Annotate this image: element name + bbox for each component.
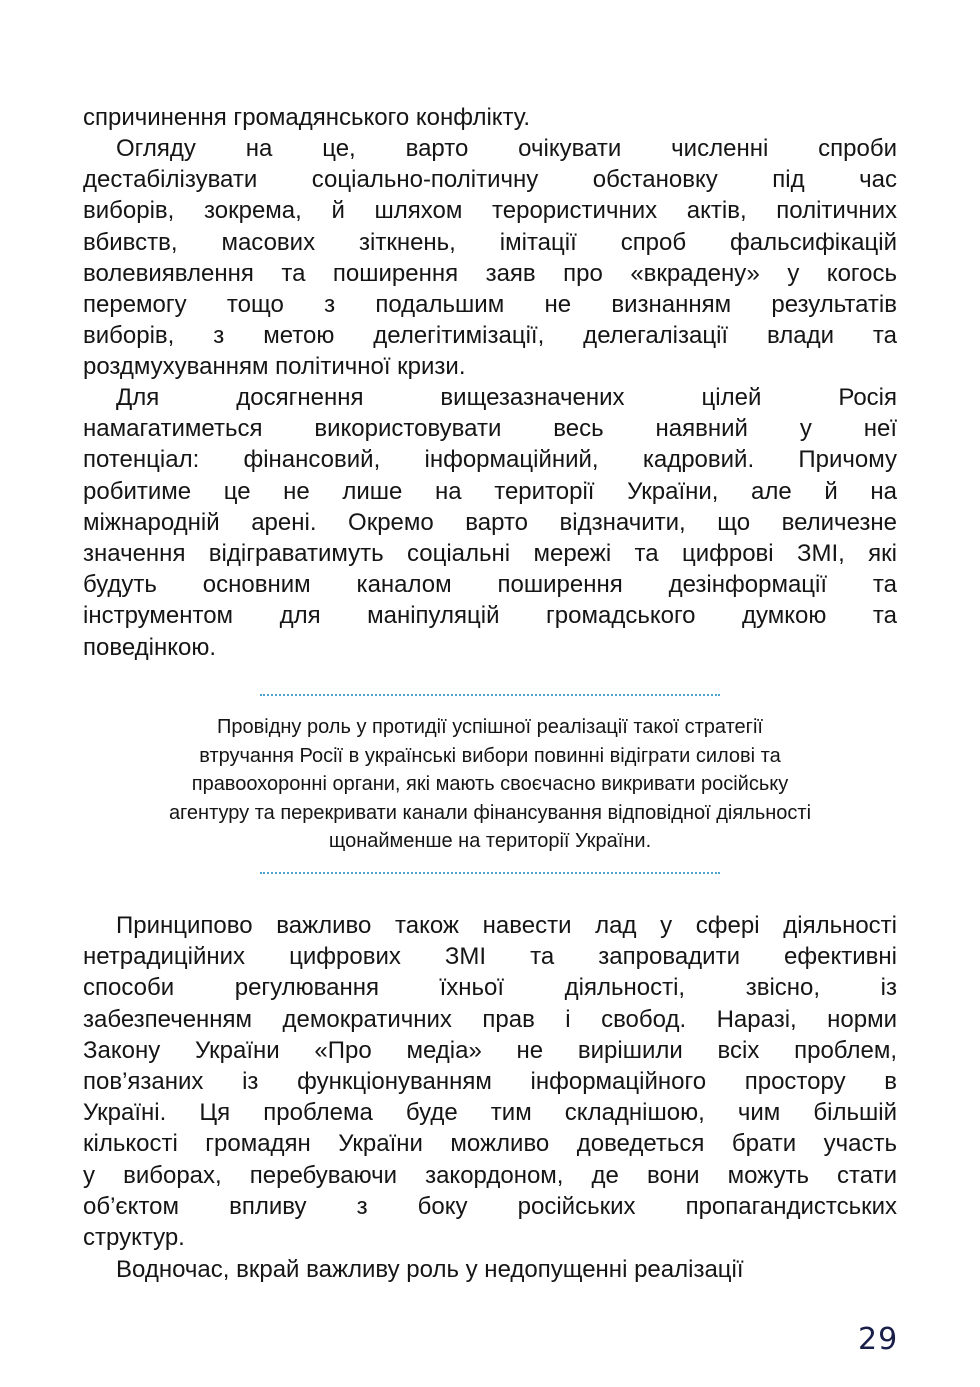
text-line: Огляду на це, варто очікувати численні спроби — [116, 135, 897, 162]
page-number: 29 — [858, 1322, 899, 1357]
text-line: забезпеченням демократичних прав і свобод. Наразі, норми — [83, 1005, 897, 1033]
text-line: поведінкою. — [83, 633, 217, 661]
text-line: будуть основним каналом поширення дезінформації та — [83, 571, 897, 599]
text-line: структур. — [83, 1223, 185, 1251]
text-line: Водночас, вкрай важливу роль у недопущенні реалізації — [116, 1256, 744, 1283]
quote-line: щонайменше на території України. — [328, 830, 652, 852]
text-line: Для досягнення вищезазначених цілей Росія — [116, 384, 897, 411]
quote-line: правоохоронні органи, які мають своєчасно викривати російську — [191, 773, 789, 795]
text-line: дестабілізувати соціально-політичну обстановку під час — [83, 166, 897, 194]
quote-line: Провідну роль у протидії успішної реалізації такої стратегії — [217, 716, 763, 738]
text-line: інструментом для маніпуляцій громадського думкою та — [83, 602, 897, 630]
paragraph-1 — [83, 102, 897, 133]
text-line: кількості громадян України можливо доведеться брати участь — [83, 1130, 897, 1158]
paragraph-4 — [83, 910, 897, 1253]
text-line: значення відіграватимуть соціальні мережі та цифрові ЗМІ, які — [83, 539, 897, 567]
text-line: у виборах, перебуваючи закордоном, де вони можуть стати — [83, 1161, 897, 1189]
quote-divider-bottom — [260, 872, 720, 874]
text-line: спричинення громадянського конфлікту. — [83, 104, 531, 131]
text-line: робитиме це не лише на території України, але й на — [83, 477, 897, 505]
text-line: перемогу тощо з подальшим не визнанням результатів — [83, 290, 897, 318]
text-line: виборів, з метою делегітимізації, делегалізації влади та — [83, 322, 897, 350]
text-line: намагатиметься використовувати весь наявний у неї — [83, 415, 897, 443]
paragraph-3 — [83, 382, 897, 663]
text-line: способи регулювання їхньої діяльності, звісно, із — [83, 974, 897, 1002]
quote-line: втручання Росії в українські вибори повинні відіграти силові та — [199, 744, 781, 767]
quote-line: агентуру та перекривати канали фінансування відповідної діяльності — [168, 801, 812, 824]
text-line: потенціал: фінансовий, інформаційний, кадровий. Причому — [83, 446, 897, 474]
text-line: Принципово важливо також навести лад у сфері діяльності — [116, 912, 897, 939]
paragraph-5 — [83, 1254, 897, 1285]
text-line: пов’язаних із функціонуванням інформаційного простору в — [83, 1067, 897, 1095]
text-line: виборів, зокрема, й шляхом терористичних актів, політичних — [83, 197, 897, 225]
text-line: вбивств, масових зіткнень, імітації спроб фальсифікацій — [83, 228, 897, 256]
text-line: роздмухуванням політичної кризи. — [83, 353, 466, 381]
text-line: Україні. Ця проблема буде тим складнішою, чим більшій — [83, 1099, 897, 1127]
text-line: Закону України «Про медіа» не вирішили всіх проблем, — [83, 1036, 897, 1064]
quote-divider-top — [260, 694, 720, 696]
text-line: об’єктом впливу з боку російських пропагандистських — [83, 1192, 897, 1220]
paragraph-2 — [83, 133, 897, 383]
text-line: нетрадиційних цифрових ЗМІ та запровадити ефективні — [83, 943, 897, 971]
text-line: міжнародній арені. Окремо варто відзначити, що величезне — [83, 508, 897, 536]
pull-quote — [90, 713, 890, 856]
text-line: волевиявлення та поширення заяв про «вкрадену» у когось — [83, 259, 897, 287]
